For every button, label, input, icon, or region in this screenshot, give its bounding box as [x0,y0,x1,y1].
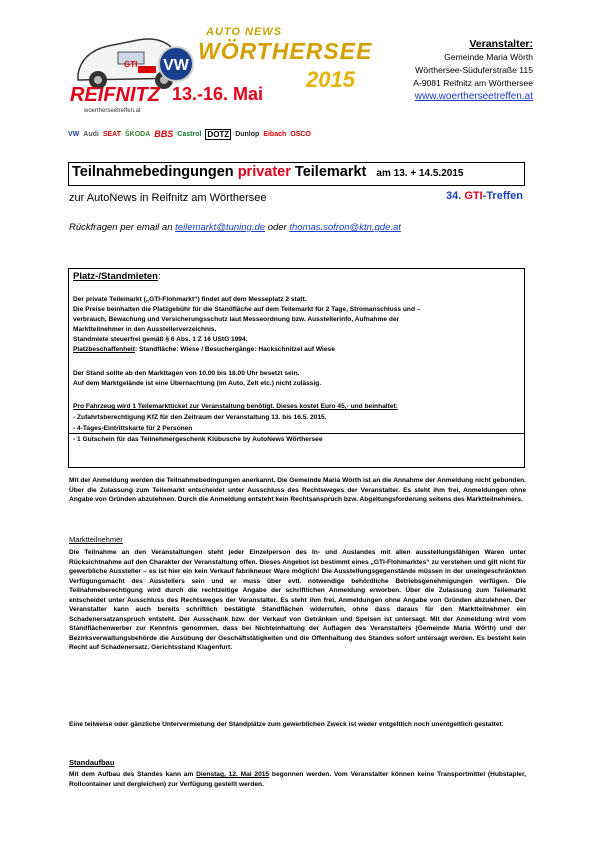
divider [69,433,524,434]
condition-line: Der Stand sollte ab den Markttagen von 10.00 bis 18.00 Uhr besetzt sein. [73,370,300,377]
edition-rest: -Treffen [482,190,523,202]
organizer-block [413,38,533,103]
logo-brand: WÖRTHERSEE [198,38,373,64]
page-title [72,164,463,180]
conditions-box [68,268,525,468]
edition-number: 34. [445,190,462,202]
title-box [68,162,525,186]
standaufbau-text: begonnen werden. Vom Veranstalter können keine Transportmittel (Hubstapler, Rollcontainer und dergleichen) zur Verfügung gestellt werden. [69,771,526,788]
contact-prefix: Rückfragen per email an [69,222,173,233]
title-highlight: privater [237,164,291,180]
condition-line: Marktteilnehmer in den Ausstellerverzeichnis. [73,326,217,333]
title-part: Teilnahmebedingungen [72,164,234,180]
condition-line [73,345,335,355]
condition-line: - Zufahrtsberechtigung KfZ für den Zeitraum der Veranstaltung 13. bis 16.5. 2015. [73,414,327,421]
acceptance-paragraph: Mit der Anmeldung werden die Teilnahmebedingungen anerkannt. Die Gemeinde Maria Wörth ist an die Annahme der Anmeldung nicht gebunden. Über die Zulassung zum Teilemarkt entscheidet unter Ausschluss des Rechtsweges der Veranstalter. Es steht ihm frei, Anmeldungen ohne Angabe von Gründen abzulehnen. Durch die Anmeldung entsteht kein Rechtsanspruch bzw. Abgeltungsforderung seitens des Marktteilnehmers. [69,477,526,504]
conditions-heading-text: Platz-/Standmieten [73,271,158,282]
condition-text: : Standfläche: Wiese / Besuchergänge: Hackschnitzel auf Wiese [134,346,335,353]
standaufbau-text: Mit dem Aufbau des Standes kann am [69,771,194,778]
organizer-line: Wörthersee-Süduferstraße 115 [415,65,533,75]
contact-mid: oder [267,222,287,233]
logo-location: REIFNITZ [70,84,160,106]
organizer-line: A-9081 Reifnitz am Wörthersee [413,78,533,88]
organizer-title: Veranstalter: [469,38,533,50]
gti-badge: GTI [124,60,138,69]
email-link-sofron[interactable]: thomas.sofron@ktn.gde.at [289,222,401,233]
condition-line: Standmiete steuerfrei gemäß § 6 Abs. 1 Z 16 UStG 1994. [73,336,248,343]
condition-label: Platzbeschaffenheit [73,346,135,353]
logo-url: woertherseetreffen.at [84,108,141,114]
sponsor-logo: Audi [83,130,99,138]
section-heading-marktteilnehmer: Marktteilnehmer [69,535,123,544]
standaufbau-paragraph [69,770,526,789]
event-logo [68,22,373,157]
condition-line: Auf dem Marktgelände ist eine Übernachtung (im Auto, Zelt etc.) nicht zulässig. [73,380,322,387]
organizer-line: Gemeinde Maria Wörth [444,52,533,62]
sponsor-logo: OSCO [290,130,311,138]
title-part: Teilemarkt [294,164,367,180]
conditions-heading [73,272,161,283]
sponsor-logo: DOTZ [207,129,230,139]
subletting-paragraph: Eine teilweise oder gänzliche Untervermietung der Standplätze zum gewerblichen Zweck ist weder entgeltlich noch unentgeltlich gestattet. [69,721,504,728]
svg-text:VW: VW [163,57,189,74]
sponsor-logo: Dunlop [235,130,260,138]
condition-line: verbrauch, Bewachung und Versicherungsschutz laut Messeordnung bzw. Ausstellerinfo, Aufnahme der [73,316,400,323]
sponsor-logo: Castrol [177,130,202,138]
sponsor-logo: ŠKODA [125,130,151,138]
conditions-heading-colon: : [158,271,161,282]
condition-line: Der private Teilemarkt („GTI-Flohmarkt“) findet auf dem Messeplatz 2 statt. [73,296,307,303]
condition-line: Die Preise beinhalten die Platzgebühr für die Standfläche auf dem Teilemarkt für 2 Tage, Stromanschluss und – [73,306,421,313]
title-date: am 13. + 14.5.2015 [376,168,464,179]
condition-line: - 4-Tages-Eintrittskarte für 2 Personen [73,425,193,432]
sponsor-strip [68,122,373,146]
event-edition [446,190,523,202]
organizer-website-link[interactable]: www.woertherseetreffen.at [414,91,533,102]
sponsor-logo: SEAT [102,130,121,138]
sponsor-logo: Eibach [263,130,287,138]
logo-top-text: AUTO NEWS [206,26,283,38]
condition-line: Pro Fahrzeug wird 1 Teilemarktticket zur Veranstaltung benötigt. Dieses kostet Euro 45,- und beinhaltet: [73,403,398,410]
subtitle: zur AutoNews in Reifnitz am Wörthersee [69,192,267,204]
section-heading-standaufbau: Standaufbau [69,758,115,767]
edition-gti: GTI [464,190,483,202]
logo-year: 2015 [306,67,355,92]
condition-line: - 1 Gutschein für das Teilnehmergeschenk Klübusche by AutoNews Wörthersee [73,436,323,443]
sponsor-logo: BBS [154,129,174,139]
logo-dates: 13.-16. Mai [172,84,264,104]
email-link-teilemarkt[interactable]: teilemarkt@tuning.de [175,222,266,233]
standaufbau-date: Dienstag, 12. Mai 2015 [196,771,270,778]
sponsor-logo: VW [68,130,80,138]
contact-line [69,222,401,233]
marktteilnehmer-paragraph: Die Teilnahme an den Veranstaltungen steht jeder Einzelperson des In- und Auslandes mit allen ausstellungsfähigen Waren unter Rücksichtnahme auf den Charakter der Veranstaltung offen. Dieses Angebot ist bestimmt eines „GTI-Flohmarktes“ zu verstehen und gilt nicht für gewerbliche Aussteller – es ist hier ein kein Verkauf fabrikneuer Ware möglich! Die Ausstellungsgegenstände müssen in der uneingeschränkten Verfügungsmacht des Ausstellers sein und er muss über evtl. notwendige behördliche Betriebsgenehmigungen verfügen. Die Teilnahmeberechtigung wird durch die rechtzeitige Angabe der schriftlichen Anmeldung erworben. Über die Zulassung zum Teilemarkt entscheidet unter Ausschluss des Rechtsweges der Veranstalter. Es steht ihm frei, Anmeldungen ohne Angabe von Gründen abzulehnen. Der Veranstalter kann auch bereits schriftlich bestätigte Standflächen widerrufen, ohne dass daraus für den Marktteilnehmer ein Schadenersatzanspruch entsteht. Der Ausschank bzw. der Verkauf von Getränken und Speisen ist untersagt. Mit der Anmeldung wird vom Standflächenwerber zur Kenntnis genommen, dass bei Nichteinhaltung der Auflagen des Veranstalters (Gemeinde Maria Wörth) und der Bezirksverwaltungsbehörde die Ausübung der Geschäftstätigkeiten und die Offenhaltung des Standes sofort untersagt werden. Es besteht kein Recht auf Schadenersatz. Gerichtsstand Klagenfurt. [69,549,526,652]
